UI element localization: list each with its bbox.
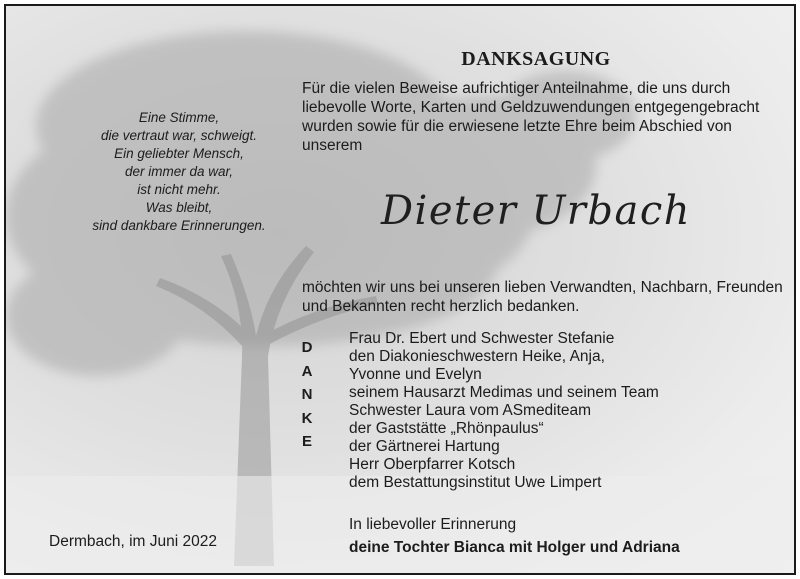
poem-line: Was bleibt, <box>145 200 213 215</box>
recipient-item: Yvonne und Evelyn <box>349 366 482 383</box>
danke-letter: D <box>301 339 313 356</box>
deceased-name: Dieter Urbach <box>380 188 692 234</box>
poem <box>74 109 284 235</box>
recipients-list <box>349 330 789 492</box>
recipient-item: den Diakonieschwestern Heike, Anja, <box>349 348 605 365</box>
poem-line: Eine Stimme, <box>138 110 220 125</box>
recipient-item: der Gaststätte „Rhönpaulus“ <box>349 420 544 437</box>
recipient-item: der Gärtnerei Hartung <box>349 438 500 455</box>
poem-line: ist nicht mehr. <box>137 182 221 197</box>
poem-line: Ein geliebter Mensch, <box>114 146 244 161</box>
danke-vertical <box>297 336 317 454</box>
danke-letter: N <box>301 386 313 403</box>
recipient-item: dem Bestattungsinstitut Uwe Limpert <box>349 474 602 491</box>
thanks-paragraph: möchten wir uns bei unseren lieben Verwandten, Nachbarn, Freunden und Bekannten recht herzlich bedanken. <box>302 279 783 315</box>
poem-line: die vertraut war, schweigt. <box>100 128 258 143</box>
recipient-item: Herr Oberpfarrer Kotsch <box>349 456 516 473</box>
recipient-item: Schwester Laura vom ASmediteam <box>349 402 592 419</box>
place-date: Dermbach, im Juni 2022 <box>49 533 217 550</box>
recipient-item: Frau Dr. Ebert und Schwester Stefanie <box>349 330 615 347</box>
closing-memory: In liebevoller Erinnerung <box>349 516 517 533</box>
poem-line: sind dankbare Erinnerungen. <box>92 218 266 233</box>
recipient-item: seinem Hausarzt Medimas und seinem Team <box>349 384 659 401</box>
danke-letter: E <box>301 433 312 450</box>
danke-letter: K <box>301 409 313 427</box>
intro-paragraph: Für die vielen Beweise aufrichtiger Anteilnahme, die uns durch liebevolle Worte, Karten und Geldzuwendungen entgegengebracht wurden sowie für die erwiesene letzte Ehre beim Abschied von unserem <box>302 80 760 154</box>
poem-line: der immer da war, <box>124 164 234 179</box>
obituary-card <box>4 4 796 575</box>
heading-danksagung: DANKSAGUNG <box>461 48 611 70</box>
danke-letter: A <box>301 362 313 380</box>
closing-family: deine Tochter Bianca mit Holger und Adriana <box>349 539 680 556</box>
